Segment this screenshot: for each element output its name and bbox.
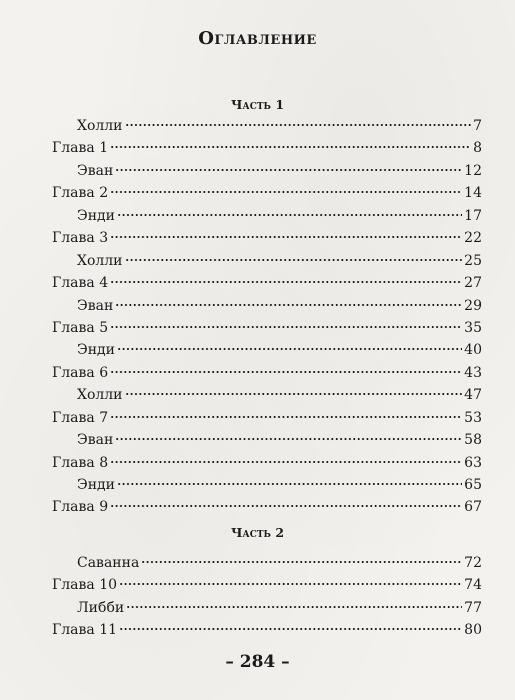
toc-entry — [52, 429, 482, 451]
toc-entry — [52, 182, 482, 204]
toc-entry-page: 8 — [473, 140, 482, 157]
toc-entry — [52, 362, 482, 384]
toc-entry-label: Холли — [77, 252, 123, 269]
toc-entry — [52, 272, 482, 294]
toc-entry — [52, 205, 482, 227]
toc-entry-label: Глава 2 — [52, 185, 109, 202]
toc-entry-page: 53 — [464, 409, 482, 426]
page-number: – 284 – — [225, 652, 290, 672]
toc-entry-page: 58 — [464, 432, 482, 449]
toc-entry-label: Эван — [77, 432, 114, 449]
toc-entry-page: 65 — [464, 477, 482, 493]
toc-entry — [52, 160, 482, 182]
toc-entry — [52, 619, 482, 641]
toc-entry-page: 47 — [464, 387, 482, 404]
dot-leader — [110, 460, 462, 464]
dot-leader — [110, 145, 471, 149]
toc-entry — [52, 452, 482, 474]
dot-leader — [110, 235, 462, 239]
toc-entry-page: 17 — [464, 207, 482, 224]
dot-leader — [125, 258, 463, 262]
part-1-heading: Часть 1 — [230, 97, 285, 112]
toc-entry-label: Глава 4 — [52, 275, 109, 292]
dot-leader — [117, 482, 462, 486]
toc-entry — [52, 137, 482, 159]
toc-entry — [52, 295, 482, 317]
dot-leader — [125, 392, 463, 396]
dot-leader — [117, 347, 462, 351]
dot-leader — [119, 582, 462, 586]
dot-leader — [125, 123, 472, 127]
toc-entry-page: 67 — [464, 499, 482, 516]
toc-entry-label: Эван — [77, 162, 114, 179]
toc-entry-page: 12 — [464, 162, 482, 179]
toc-entry — [52, 115, 482, 137]
toc-entry — [52, 552, 482, 574]
toc-entry-page: 74 — [464, 577, 482, 594]
toc-entry-page: 25 — [464, 252, 482, 269]
toc-entry-page: 7 — [473, 118, 482, 134]
dot-leader — [110, 370, 462, 374]
toc-entry — [52, 250, 482, 272]
toc-entry-label: Глава 7 — [52, 409, 109, 426]
toc-entry-page: 22 — [464, 230, 482, 247]
toc-entry-page: 27 — [464, 275, 482, 292]
toc-entry-label: Глава 9 — [52, 499, 109, 516]
toc-entry-page: 14 — [464, 185, 482, 202]
toc-entry-label: Энди — [77, 477, 115, 493]
dot-leader — [110, 280, 462, 284]
toc-entry-label: Глава 1 — [52, 140, 109, 157]
dot-leader — [141, 560, 462, 564]
dot-leader — [115, 168, 462, 172]
toc-title: Оглавление — [198, 28, 317, 49]
toc-entry — [52, 317, 482, 339]
toc-entry-label: Глава 5 — [52, 319, 109, 336]
toc-entry — [52, 227, 482, 249]
toc-entry-label: Энди — [77, 207, 115, 224]
part-1-entries — [52, 115, 482, 519]
toc-entry-page: 77 — [464, 599, 482, 616]
toc-entry — [52, 339, 482, 361]
toc-entry-label: Глава 6 — [52, 364, 109, 381]
toc-entry — [52, 496, 482, 518]
toc-entry-page: 35 — [464, 319, 482, 336]
dot-leader — [110, 415, 462, 419]
toc-entry-label: Глава 10 — [52, 577, 118, 594]
dot-leader — [117, 213, 462, 217]
toc-entry — [52, 474, 482, 496]
toc-entry-label: Энди — [77, 342, 115, 359]
dot-leader — [115, 437, 462, 441]
dot-leader — [126, 605, 462, 609]
dot-leader — [110, 504, 462, 508]
toc-entry-label: Глава 8 — [52, 454, 109, 471]
toc-entry — [52, 407, 482, 429]
toc-entry-page: 80 — [464, 622, 482, 639]
part-2-entries — [52, 552, 482, 642]
toc-entry-label: Глава 3 — [52, 230, 109, 247]
toc-entry-page: 40 — [464, 342, 482, 359]
toc-entry-page: 43 — [464, 364, 482, 381]
toc-entry-label: Саванна — [77, 555, 140, 571]
dot-leader — [110, 325, 462, 329]
toc-entry-label: Либби — [77, 599, 125, 616]
toc-entry-page: 29 — [464, 297, 482, 314]
toc-entry — [52, 574, 482, 596]
toc-entry — [52, 597, 482, 619]
toc-entry-label: Эван — [77, 297, 114, 314]
toc-entry-label: Глава 11 — [52, 622, 118, 639]
toc-entry — [52, 384, 482, 406]
toc-entry-label: Холли — [77, 118, 123, 134]
toc-entry-page: 63 — [464, 454, 482, 471]
dot-leader — [110, 190, 462, 194]
toc-entry-page: 72 — [464, 555, 482, 571]
dot-leader — [119, 627, 462, 631]
dot-leader — [115, 303, 462, 307]
toc-entry-label: Холли — [77, 387, 123, 404]
part-2-heading: Часть 2 — [230, 525, 285, 540]
